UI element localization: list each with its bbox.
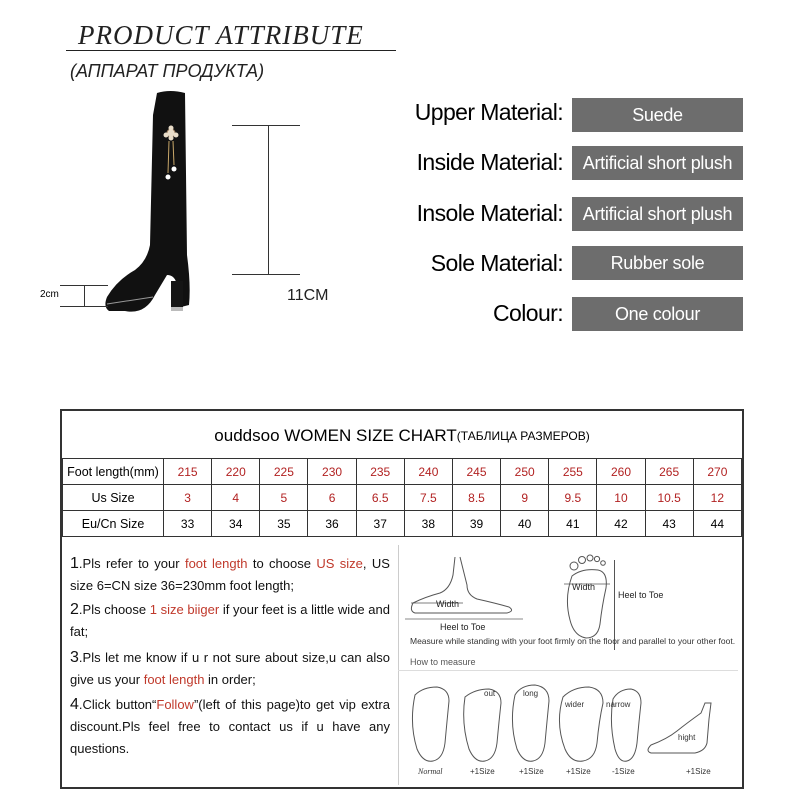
attr-label-insole: Insole Material: (416, 200, 563, 226)
footprint-illustration (560, 548, 615, 643)
boot-image (95, 85, 205, 320)
foot-label-normal: Normal (418, 767, 443, 776)
top-width-label: Width (572, 582, 596, 592)
size-adjust-out: +1Size (470, 767, 495, 776)
table-cell: 10 (597, 485, 645, 511)
size-adjust-hight: +1Size (686, 767, 711, 776)
instruction-highlight: foot length (184, 556, 248, 571)
instruction-text: , US size 6=CN size 36=230mm foot length; (70, 556, 390, 593)
size-table (62, 458, 742, 537)
size-adjust-wider: +1Size (566, 767, 591, 776)
table-cell: 40 (501, 511, 549, 537)
table-cell: 43 (645, 511, 693, 537)
instruction-2 (70, 599, 390, 643)
table-cell: 36 (308, 511, 356, 537)
table-cell: 245 (452, 459, 500, 485)
foot-types-illustration (405, 673, 735, 765)
how-to-measure-label: How to measure (410, 657, 476, 667)
table-cell: 240 (404, 459, 452, 485)
row-header: Foot length(mm) (63, 459, 164, 485)
table-cell: 38 (404, 511, 452, 537)
table-cell: 41 (549, 511, 597, 537)
table-cell: 9 (501, 485, 549, 511)
table-cell: 37 (356, 511, 404, 537)
instruction-text: if your feet is a little wide and fat; (70, 602, 390, 639)
size-adjust-narrow: -1Size (612, 767, 635, 776)
row-header: Eu/Cn Size (63, 511, 164, 537)
attr-value-sole: Rubber sole (572, 246, 743, 280)
table-cell: 9.5 (549, 485, 597, 511)
page-title: PRODUCT ATTRIBUTE (78, 20, 364, 50)
attr-label-colour: Colour: (493, 300, 563, 326)
table-cell: 215 (164, 459, 212, 485)
table-cell: 34 (212, 511, 260, 537)
table-cell: 250 (501, 459, 549, 485)
size-adjust-long: +1Size (519, 767, 544, 776)
table-cell: 33 (164, 511, 212, 537)
table-cell: 235 (356, 459, 404, 485)
measure-note: Measure while standing with your foot firmly on the floor and parallel to your other foot. (410, 636, 736, 646)
instruction-text: to choose (247, 556, 317, 571)
instruction-text: .Pls choose (78, 602, 150, 617)
table-cell: 12 (693, 485, 741, 511)
top-heel-to-toe-label: Heel to Toe (618, 590, 664, 600)
instruction-text: .Pls refer to your (78, 556, 185, 571)
instruction-highlight: foot length (143, 672, 205, 687)
heel-bottom-mark (60, 306, 108, 307)
table-row (63, 485, 742, 511)
table-cell: 270 (693, 459, 741, 485)
instruction-number: 3 (70, 649, 79, 666)
table-cell: 220 (212, 459, 260, 485)
table-cell: 6 (308, 485, 356, 511)
instruction-3 (70, 647, 390, 691)
title-underline (66, 50, 396, 51)
attr-label-sole: Sole Material: (430, 250, 563, 276)
instruction-1 (70, 553, 390, 597)
table-cell: 260 (597, 459, 645, 485)
attr-value-insole: Artificial short plush (572, 197, 743, 231)
table-cell: 4 (212, 485, 260, 511)
table-cell: 3 (164, 485, 212, 511)
table-cell: 10.5 (645, 485, 693, 511)
table-row (63, 511, 742, 537)
page-subtitle: (АППАРАТ ПРОДУКТА) (70, 61, 265, 81)
size-chart-title-suffix: (ТАБЛИЦА РАЗМЕРОВ) (456, 429, 590, 443)
instruction-number: 4 (70, 696, 79, 713)
instruction-4 (70, 694, 390, 760)
row-header: Us Size (63, 485, 164, 511)
instruction-text: .Click button“ (78, 697, 157, 712)
how-to-measure-rule (398, 670, 738, 671)
foot-label-narrow: narrow (606, 700, 631, 709)
size-table-wrapper (62, 458, 742, 537)
instruction-number: 1 (70, 555, 79, 572)
foot-label-hight: hight (678, 733, 696, 742)
attr-value-inside: Artificial short plush (572, 146, 743, 180)
table-cell: 230 (308, 459, 356, 485)
attr-label-inside: Inside Material: (416, 149, 563, 175)
instruction-highlight: Follow (156, 697, 194, 712)
table-cell: 8.5 (452, 485, 500, 511)
foot-label-long: long (523, 689, 539, 698)
table-cell: 35 (260, 511, 308, 537)
instruction-text: in order; (204, 672, 256, 687)
instruction-number: 2 (70, 601, 79, 618)
size-chart-title-text: ouddsoo WOMEN SIZE CHART (214, 426, 457, 445)
attr-value-colour: One colour (572, 297, 743, 331)
instruction-text: .Pls let me know if u r not sure about size,u can also give us your (70, 650, 390, 687)
heel-height-label: 2cm (40, 289, 59, 300)
table-cell: 265 (645, 459, 693, 485)
table-cell: 7.5 (404, 485, 452, 511)
shaft-height-label: 11CM (287, 287, 329, 304)
attr-value-upper: Suede (572, 98, 743, 132)
side-foot-illustration (405, 555, 525, 620)
table-cell: 6.5 (356, 485, 404, 511)
instruction-text: ”(left of this page)to get vip extra discount.Pls feel free to contact us if u have any questions. (70, 697, 390, 756)
table-cell: 39 (452, 511, 500, 537)
side-heel-to-toe-label: Heel to Toe (440, 622, 486, 632)
table-cell: 225 (260, 459, 308, 485)
size-chart-title (62, 414, 742, 458)
instruction-highlight: 1 size biiger (149, 602, 220, 617)
panel-divider (398, 545, 399, 785)
table-cell: 5 (260, 485, 308, 511)
instruction-highlight: US size (316, 556, 363, 571)
table-cell: 255 (549, 459, 597, 485)
side-width-label: Width (436, 599, 460, 609)
table-cell: 44 (693, 511, 741, 537)
heel-height-line (84, 285, 85, 306)
table-row (63, 459, 742, 485)
attr-label-upper: Upper Material: (414, 99, 563, 125)
table-cell: 42 (597, 511, 645, 537)
foot-label-out: out (484, 689, 496, 698)
foot-label-wider: wider (565, 700, 585, 709)
